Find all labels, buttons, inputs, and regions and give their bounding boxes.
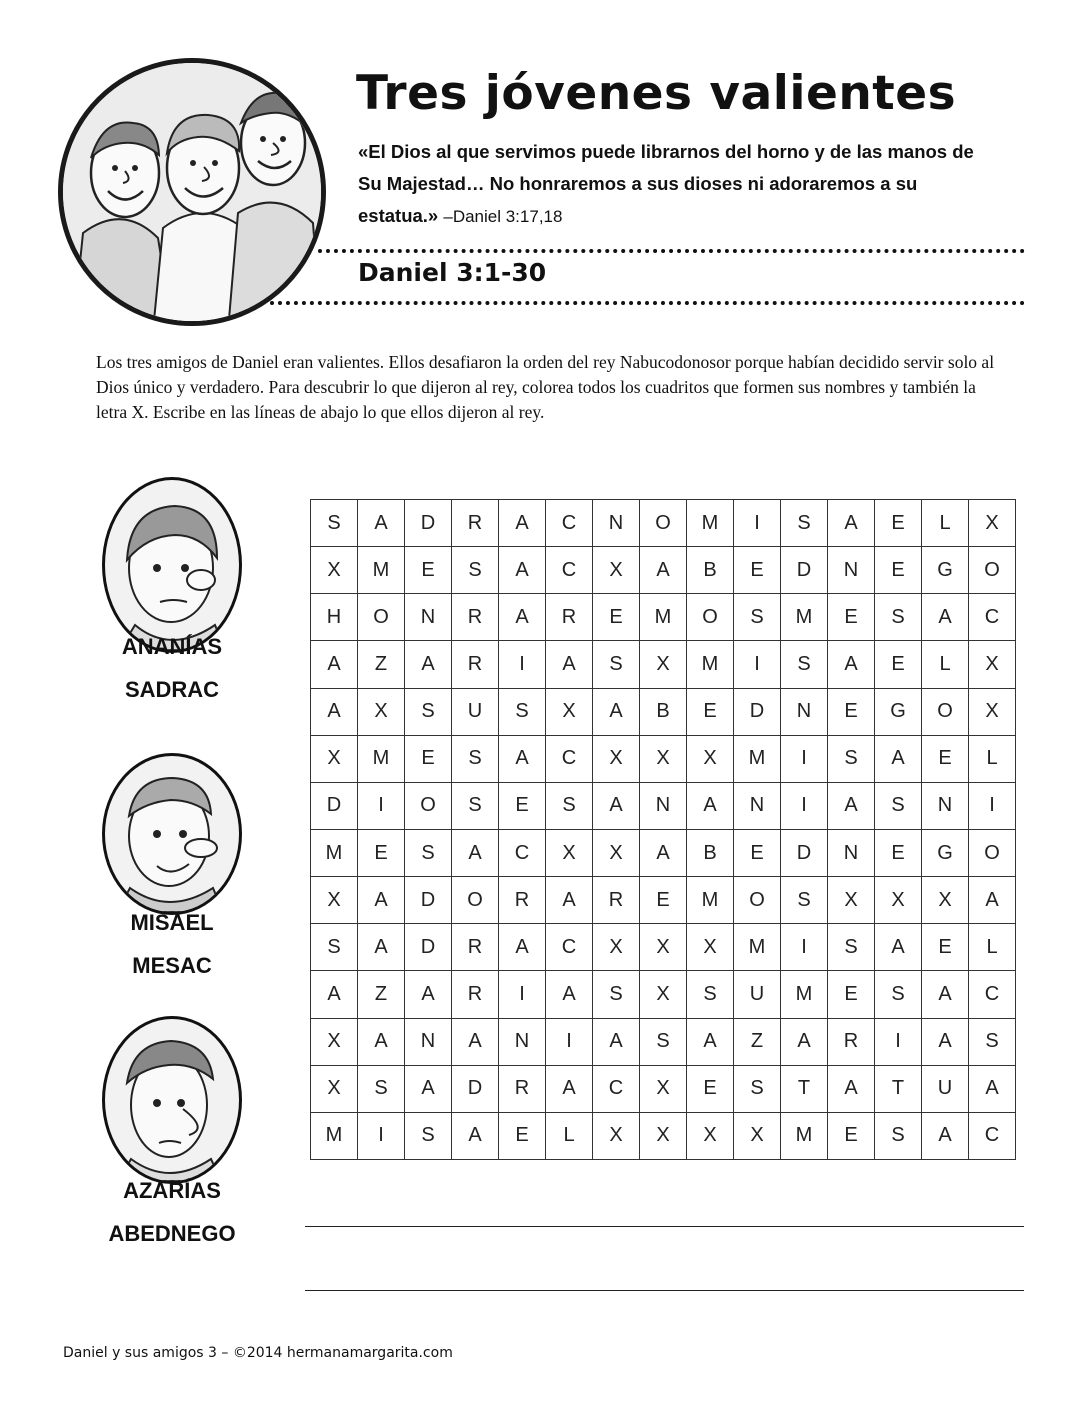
puzzle-cell[interactable]: S [734, 594, 781, 641]
puzzle-cell[interactable]: S [311, 500, 358, 547]
friend-1-babylonian-name: SADRAC [124, 677, 220, 702]
puzzle-cell[interactable]: X [593, 1112, 640, 1159]
puzzle-cell[interactable]: C [546, 547, 593, 594]
puzzle-cell[interactable]: S [405, 1112, 452, 1159]
puzzle-cell[interactable]: B [687, 829, 734, 876]
puzzle-cell[interactable]: C [969, 1112, 1016, 1159]
puzzle-cell[interactable]: A [640, 547, 687, 594]
puzzle-cell[interactable]: O [358, 594, 405, 641]
puzzle-cell[interactable]: S [452, 735, 499, 782]
puzzle-cell[interactable]: A [969, 877, 1016, 924]
puzzle-cell[interactable]: M [311, 829, 358, 876]
puzzle-cell[interactable]: X [311, 1018, 358, 1065]
puzzle-cell[interactable]: C [499, 829, 546, 876]
puzzle-cell[interactable]: A [969, 1065, 1016, 1112]
puzzle-cell[interactable]: A [311, 688, 358, 735]
puzzle-cell[interactable]: X [640, 1112, 687, 1159]
puzzle-cell[interactable]: X [358, 688, 405, 735]
puzzle-cell[interactable]: A [358, 1018, 405, 1065]
dotted-divider-bottom [270, 301, 1025, 305]
puzzle-cell[interactable]: S [781, 877, 828, 924]
puzzle-cell[interactable]: S [452, 782, 499, 829]
puzzle-cell[interactable]: X [593, 924, 640, 971]
puzzle-cell[interactable]: A [499, 735, 546, 782]
puzzle-cell[interactable]: E [828, 971, 875, 1018]
puzzle-cell[interactable]: A [499, 547, 546, 594]
ananias-portrait [102, 477, 242, 653]
puzzle-cell[interactable]: C [546, 924, 593, 971]
puzzle-cell[interactable]: R [499, 1065, 546, 1112]
puzzle-cell[interactable]: S [640, 1018, 687, 1065]
puzzle-cell[interactable]: G [922, 547, 969, 594]
puzzle-cell[interactable]: A [828, 782, 875, 829]
puzzle-cell[interactable]: S [781, 500, 828, 547]
puzzle-cell[interactable]: D [781, 829, 828, 876]
puzzle-cell[interactable]: A [593, 1018, 640, 1065]
puzzle-cell[interactable]: A [593, 782, 640, 829]
puzzle-cell[interactable]: A [405, 641, 452, 688]
puzzle-cell[interactable]: X [640, 735, 687, 782]
puzzle-cell[interactable]: E [358, 829, 405, 876]
puzzle-cell[interactable]: X [546, 688, 593, 735]
puzzle-cell[interactable]: A [922, 594, 969, 641]
puzzle-cell[interactable]: E [922, 924, 969, 971]
puzzle-cell[interactable]: T [781, 1065, 828, 1112]
puzzle-cell[interactable]: R [452, 500, 499, 547]
puzzle-cell[interactable]: I [358, 782, 405, 829]
puzzle-cell[interactable]: M [734, 924, 781, 971]
puzzle-cell[interactable]: X [687, 735, 734, 782]
page-title: Tres jóvenes valientes [356, 66, 957, 121]
puzzle-cell[interactable]: R [499, 877, 546, 924]
puzzle-cell[interactable]: A [499, 594, 546, 641]
puzzle-cell[interactable]: A [828, 641, 875, 688]
puzzle-cell[interactable]: A [452, 1018, 499, 1065]
puzzle-cell[interactable]: X [922, 877, 969, 924]
answer-line-1[interactable] [305, 1226, 1024, 1227]
puzzle-cell[interactable]: E [875, 641, 922, 688]
puzzle-cell[interactable]: O [687, 594, 734, 641]
puzzle-cell[interactable]: I [781, 924, 828, 971]
puzzle-cell[interactable]: S [875, 1112, 922, 1159]
three-young-men-illustration [58, 58, 326, 326]
puzzle-cell[interactable]: N [593, 500, 640, 547]
puzzle-cell[interactable]: I [734, 500, 781, 547]
puzzle-cell[interactable]: X [311, 877, 358, 924]
puzzle-cell[interactable]: S [828, 735, 875, 782]
puzzle-cell[interactable]: X [687, 1112, 734, 1159]
puzzle-cell[interactable]: A [546, 877, 593, 924]
puzzle-cell[interactable]: M [781, 971, 828, 1018]
puzzle-cell[interactable]: D [311, 782, 358, 829]
puzzle-cell[interactable]: D [405, 500, 452, 547]
puzzle-cell[interactable]: Z [358, 641, 405, 688]
puzzle-row [311, 1065, 1016, 1112]
puzzle-cell[interactable]: S [311, 924, 358, 971]
puzzle-cell[interactable]: O [405, 782, 452, 829]
puzzle-cell[interactable]: C [969, 971, 1016, 1018]
puzzle-cell[interactable]: B [640, 688, 687, 735]
puzzle-cell[interactable]: A [358, 924, 405, 971]
puzzle-cell[interactable]: A [499, 924, 546, 971]
puzzle-cell[interactable]: S [358, 1065, 405, 1112]
puzzle-cell[interactable]: E [499, 782, 546, 829]
puzzle-row [311, 547, 1016, 594]
puzzle-cell[interactable]: E [640, 877, 687, 924]
puzzle-cell[interactable]: X [640, 1065, 687, 1112]
puzzle-cell[interactable]: E [828, 594, 875, 641]
letter-puzzle-grid [310, 499, 1016, 1160]
puzzle-cell[interactable]: X [969, 641, 1016, 688]
friend-2-hebrew-name: MISAEL [130, 910, 214, 935]
puzzle-cell[interactable]: E [687, 688, 734, 735]
puzzle-cell[interactable]: O [922, 688, 969, 735]
puzzle-cell[interactable]: A [546, 971, 593, 1018]
puzzle-cell[interactable]: S [593, 641, 640, 688]
azarias-portrait [102, 1016, 242, 1184]
puzzle-cell[interactable]: E [875, 829, 922, 876]
puzzle-cell[interactable]: E [734, 547, 781, 594]
puzzle-cell[interactable]: U [452, 688, 499, 735]
puzzle-row [311, 594, 1016, 641]
puzzle-cell[interactable]: S [687, 971, 734, 1018]
bible-passage: Daniel 3:1-30 [358, 258, 547, 287]
puzzle-cell[interactable]: L [969, 924, 1016, 971]
puzzle-cell[interactable]: S [499, 688, 546, 735]
puzzle-cell[interactable]: I [499, 641, 546, 688]
puzzle-cell[interactable]: N [922, 782, 969, 829]
puzzle-cell[interactable]: X [687, 924, 734, 971]
puzzle-cell[interactable]: R [452, 594, 499, 641]
puzzle-cell[interactable]: I [358, 1112, 405, 1159]
puzzle-cell[interactable]: C [546, 500, 593, 547]
puzzle-cell[interactable]: E [593, 594, 640, 641]
puzzle-row [311, 877, 1016, 924]
puzzle-cell[interactable]: A [405, 1065, 452, 1112]
puzzle-cell[interactable]: X [875, 877, 922, 924]
puzzle-cell[interactable]: M [640, 594, 687, 641]
puzzle-cell[interactable]: S [546, 782, 593, 829]
puzzle-cell[interactable]: E [922, 735, 969, 782]
puzzle-cell[interactable]: M [781, 1112, 828, 1159]
puzzle-cell[interactable]: H [311, 594, 358, 641]
puzzle-cell[interactable]: O [969, 829, 1016, 876]
puzzle-row [311, 924, 1016, 971]
puzzle-cell[interactable]: X [593, 829, 640, 876]
puzzle-cell[interactable]: N [828, 547, 875, 594]
puzzle-cell[interactable]: M [358, 735, 405, 782]
puzzle-row [311, 735, 1016, 782]
verse-reference: –Daniel 3:17,18 [443, 207, 563, 226]
puzzle-cell[interactable]: A [922, 971, 969, 1018]
puzzle-cell[interactable]: X [593, 547, 640, 594]
puzzle-cell[interactable]: X [311, 547, 358, 594]
puzzle-cell[interactable]: R [593, 877, 640, 924]
puzzle-cell[interactable]: I [546, 1018, 593, 1065]
puzzle-cell[interactable]: A [452, 1112, 499, 1159]
verse-quote: «El Dios al que servimos puede librarnos del horno y de las manos de Su Majestad… No honraremos a sus dioses ni adoraremos a su estatua.» [358, 141, 974, 226]
puzzle-cell[interactable]: E [875, 500, 922, 547]
puzzle-cell[interactable]: E [828, 688, 875, 735]
puzzle-cell[interactable]: N [499, 1018, 546, 1065]
puzzle-cell[interactable]: C [969, 594, 1016, 641]
puzzle-cell[interactable]: I [781, 735, 828, 782]
puzzle-row [311, 782, 1016, 829]
puzzle-cell[interactable]: Z [734, 1018, 781, 1065]
puzzle-cell[interactable]: E [828, 1112, 875, 1159]
puzzle-cell[interactable]: L [922, 500, 969, 547]
puzzle-cell[interactable]: E [734, 829, 781, 876]
dotted-divider-top [318, 249, 1025, 253]
puzzle-cell[interactable]: A [875, 924, 922, 971]
puzzle-cell[interactable]: S [781, 641, 828, 688]
puzzle-cell[interactable]: X [828, 877, 875, 924]
puzzle-row [311, 688, 1016, 735]
puzzle-cell[interactable]: S [734, 1065, 781, 1112]
puzzle-cell[interactable]: M [781, 594, 828, 641]
puzzle-cell[interactable]: S [405, 829, 452, 876]
puzzle-row [311, 641, 1016, 688]
puzzle-cell[interactable]: U [922, 1065, 969, 1112]
puzzle-cell[interactable]: A [311, 971, 358, 1018]
puzzle-cell[interactable]: O [734, 877, 781, 924]
puzzle-cell[interactable]: A [452, 829, 499, 876]
puzzle-cell[interactable]: N [405, 594, 452, 641]
friend-2-babylonian-name: MESAC [132, 953, 212, 978]
puzzle-cell[interactable]: M [358, 547, 405, 594]
puzzle-row [311, 1018, 1016, 1065]
answer-line-2[interactable] [305, 1290, 1024, 1291]
puzzle-row [311, 829, 1016, 876]
puzzle-cell[interactable]: X [640, 924, 687, 971]
puzzle-cell[interactable]: S [875, 782, 922, 829]
puzzle-cell[interactable]: X [969, 500, 1016, 547]
puzzle-cell[interactable]: E [405, 735, 452, 782]
puzzle-cell[interactable]: A [875, 735, 922, 782]
puzzle-cell[interactable]: D [781, 547, 828, 594]
puzzle-cell[interactable]: G [922, 829, 969, 876]
puzzle-cell[interactable]: R [452, 971, 499, 1018]
puzzle-cell[interactable]: D [734, 688, 781, 735]
puzzle-cell[interactable]: G [875, 688, 922, 735]
puzzle-cell[interactable]: E [687, 1065, 734, 1112]
puzzle-cell[interactable]: U [734, 971, 781, 1018]
puzzle-cell[interactable]: L [922, 641, 969, 688]
puzzle-cell[interactable]: L [546, 1112, 593, 1159]
puzzle-cell[interactable]: A [922, 1018, 969, 1065]
puzzle-cell[interactable]: A [546, 641, 593, 688]
puzzle-cell[interactable]: A [781, 1018, 828, 1065]
puzzle-cell[interactable]: A [311, 641, 358, 688]
friend-3-babylonian-name: ABEDNEGO [108, 1221, 236, 1246]
puzzle-cell[interactable]: S [875, 971, 922, 1018]
friend-3-hebrew-name: AZARÍAS [123, 1178, 221, 1203]
puzzle-cell[interactable]: M [734, 735, 781, 782]
puzzle-cell[interactable]: A [828, 1065, 875, 1112]
puzzle-cell[interactable]: L [969, 735, 1016, 782]
puzzle-cell[interactable]: X [546, 829, 593, 876]
puzzle-cell[interactable]: A [546, 1065, 593, 1112]
puzzle-cell[interactable]: M [311, 1112, 358, 1159]
puzzle-cell[interactable]: A [828, 500, 875, 547]
puzzle-cell[interactable]: X [734, 1112, 781, 1159]
puzzle-cell[interactable]: E [405, 547, 452, 594]
puzzle-cell[interactable]: X [640, 971, 687, 1018]
puzzle-cell[interactable]: I [969, 782, 1016, 829]
puzzle-cell[interactable]: D [405, 877, 452, 924]
puzzle-cell[interactable]: X [640, 641, 687, 688]
puzzle-cell[interactable]: A [405, 971, 452, 1018]
puzzle-cell[interactable]: I [734, 641, 781, 688]
puzzle-cell[interactable]: N [781, 688, 828, 735]
puzzle-cell[interactable]: N [734, 782, 781, 829]
puzzle-cell[interactable]: E [875, 547, 922, 594]
puzzle-cell[interactable]: A [687, 1018, 734, 1065]
puzzle-cell[interactable]: S [593, 971, 640, 1018]
puzzle-cell[interactable]: R [452, 641, 499, 688]
puzzle-cell[interactable]: A [593, 688, 640, 735]
puzzle-cell[interactable]: B [687, 547, 734, 594]
puzzle-cell[interactable]: S [405, 688, 452, 735]
puzzle-cell[interactable]: Z [358, 971, 405, 1018]
puzzle-cell[interactable]: R [828, 1018, 875, 1065]
puzzle-cell[interactable]: X [311, 1065, 358, 1112]
puzzle-cell[interactable]: S [452, 547, 499, 594]
puzzle-cell[interactable]: D [405, 924, 452, 971]
puzzle-row [311, 1112, 1016, 1159]
puzzle-cell[interactable]: S [875, 594, 922, 641]
puzzle-cell[interactable]: C [593, 1065, 640, 1112]
puzzle-cell[interactable]: S [969, 1018, 1016, 1065]
puzzle-cell[interactable]: D [452, 1065, 499, 1112]
puzzle-cell[interactable]: A [499, 500, 546, 547]
puzzle-cell[interactable]: S [828, 924, 875, 971]
puzzle-cell[interactable]: N [828, 829, 875, 876]
puzzle-cell[interactable]: M [687, 877, 734, 924]
puzzle-cell[interactable]: E [499, 1112, 546, 1159]
puzzle-cell[interactable]: T [875, 1065, 922, 1112]
puzzle-row [311, 971, 1016, 1018]
puzzle-cell[interactable]: X [311, 735, 358, 782]
puzzle-cell[interactable]: M [687, 500, 734, 547]
puzzle-cell[interactable]: X [593, 735, 640, 782]
misael-portrait [102, 753, 242, 915]
puzzle-cell[interactable]: O [969, 547, 1016, 594]
puzzle-cell[interactable]: I [875, 1018, 922, 1065]
puzzle-cell[interactable]: N [640, 782, 687, 829]
puzzle-cell[interactable]: N [405, 1018, 452, 1065]
puzzle-cell[interactable]: C [546, 735, 593, 782]
puzzle-cell[interactable]: M [687, 641, 734, 688]
puzzle-cell[interactable]: R [452, 924, 499, 971]
puzzle-cell[interactable]: O [640, 500, 687, 547]
puzzle-cell[interactable]: A [358, 500, 405, 547]
footer-credit: Daniel y sus amigos 3 – ©2014 hermanamargarita.com [63, 1345, 453, 1361]
memory-verse [358, 136, 998, 233]
puzzle-cell[interactable]: A [922, 1112, 969, 1159]
puzzle-cell[interactable]: O [452, 877, 499, 924]
puzzle-cell[interactable]: X [969, 688, 1016, 735]
friend-1-hebrew-name: ANANÍAS [121, 634, 223, 659]
instructions-text: Los tres amigos de Daniel eran valientes. Ellos desafiaron la orden del rey Nabucodonosor porque habían decidido servir solo al Dios único y verdadero. Para descubrir lo que dijeron al rey, colorea todos los cuadritos que formen sus nombres y también la letra X. Escribe en las líneas de abajo lo que ellos dijeron al rey. [96, 352, 995, 422]
puzzle-cell[interactable]: I [499, 971, 546, 1018]
puzzle-row [311, 500, 1016, 547]
puzzle-cell[interactable]: A [358, 877, 405, 924]
puzzle-cell[interactable]: R [546, 594, 593, 641]
puzzle-cell[interactable]: A [687, 782, 734, 829]
puzzle-cell[interactable]: I [781, 782, 828, 829]
puzzle-cell[interactable]: A [640, 829, 687, 876]
